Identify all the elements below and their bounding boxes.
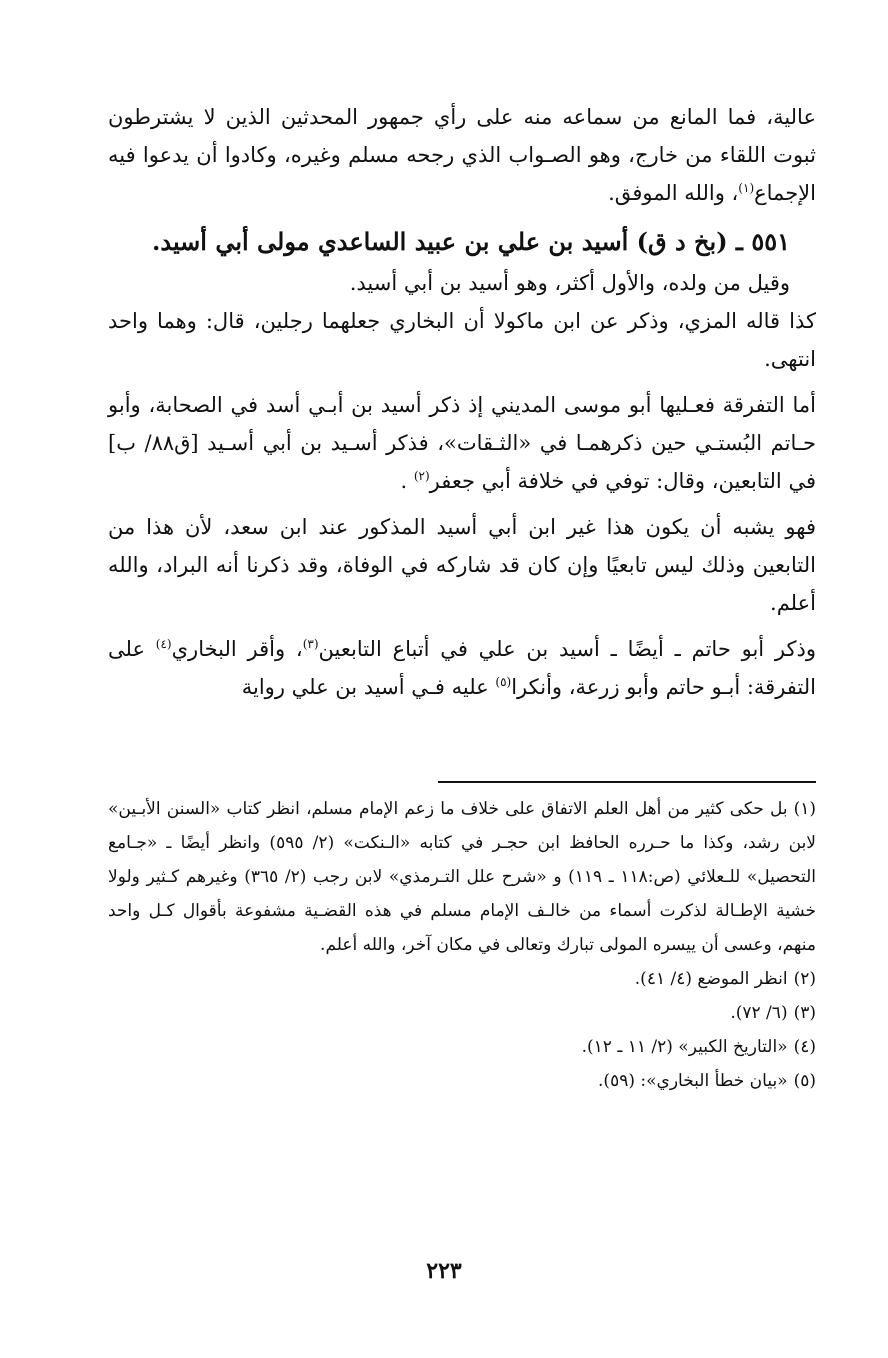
- paragraph-6: وذكر أبو حاتم ـ أيضًا ـ أسيد بن علي في أتباع التابعين$^{(٣)}$، وأقر البخاري$^{(٤)}$ على التفرقة: أبـو حاتم وأبو زرعة، وأنكرا$^{(٥)}$ عليه فـي أسيد بن علي رواية: [108, 637, 816, 699]
- footnote-4: [108, 1030, 816, 1064]
- footnote-ref-2[interactable]: (٢): [413, 469, 430, 483]
- footnote-ref-3[interactable]: (٣): [302, 637, 319, 651]
- footnote-divider: [438, 781, 816, 783]
- footnote-1: [108, 792, 816, 962]
- footnote-ref-4[interactable]: (٤): [155, 637, 172, 651]
- footnote-number: (٢): [793, 969, 816, 989]
- footnote-number: (٥): [793, 1071, 816, 1091]
- footnote-text: بل حكى كثير من أهل العلم الاتفاق على خلاف ما زعم الإمام مسلم، انظر كتاب «السنن الأبـين» لابن رشد، وكذا ما حـرره الحافظ ابن حجـر في كتابه «الـنكت» (٢/ ٥٩٥) وانظر أيضًا ـ «جـامع التحصيل» للـعلائي (ص:١١٨ ـ ١١٩) و «شرح علل التـرمذي» لابن رجب (٢/ ٣٦٥) وغيرهم كـثير ولولا خشية الإطـالة لذكرت أسماء من خالـف الإمام مسلم في هذه القضـية مشفوعة بأقوال كـل واحد منهم، وعسى أن ييسره المولى تبارك وتعالى في مكان آخر، والله أعلم.: [108, 799, 816, 955]
- paragraph-2: وقيل من ولده، والأول أكثر، وهو أسيد بن أبي أسيد.: [349, 271, 790, 295]
- paragraph-5: فهو يشبه أن يكون هذا غير ابن أبي أسيد المذكور عند ابن سعد، لأن هذا من التابعين وذلك ليس تابعيًا وإن كان قد شاركه في الوفاة، وقد ذكرنا أنه البراد، والله أعلم.: [108, 515, 816, 615]
- footnote-text: انظر الموضع (٤/ ٤١).: [634, 969, 788, 989]
- footnote-ref-5[interactable]: (٥): [495, 675, 512, 689]
- footnote-ref-1[interactable]: (١): [738, 181, 755, 195]
- footnote-number: (١): [793, 799, 816, 819]
- footnote-3: [108, 996, 816, 1030]
- paragraph-3: كذا قاله المزي، وذكر عن ابن ماكولا أن البخاري جعلهما رجلين، قال: وهما واحد انتهى.: [108, 309, 816, 371]
- footnote-number: (٣): [793, 1003, 816, 1023]
- footnotes: [108, 792, 816, 1098]
- footnote-5: [108, 1064, 816, 1098]
- footnote-text: «التاريخ الكبير» (٢/ ١١ ـ ١٢).: [581, 1037, 788, 1057]
- main-text: [108, 98, 816, 706]
- footnote-text: «بيان خطأ البخاري»: (٥٩).: [598, 1071, 788, 1091]
- paragraph-4: أما التفرقة فعـليها أبو موسى المديني إذ ذكر أسيد بن أبـي أسد في الصحابة، وأبو حـاتم البُستـي حين ذكرهمـا في «الثـقات»، فذكر أسـيد بن أبي أسـيد [ق٨٨/ ب] في التابعين، وقال: توفي في خلافة أبي جعفر$^{(٢)}$ .: [108, 393, 816, 493]
- page-number: ٢٢٣: [426, 1258, 462, 1284]
- footnote-2: [108, 962, 816, 996]
- footnote-number: (٤): [793, 1037, 816, 1057]
- paragraph-1: عالية، فما المانع من سماعه منه على رأي جمهور المحدثين الذين لا يشترطون ثبوت اللقاء من خارج، وهو الصـواب الذي رجحه مسلم وغيره، وكادوا أن يدعوا فيه الإجماع$^{(١)}$، والله الموفق.: [108, 105, 816, 205]
- footnote-text: (٦/ ٧٢).: [730, 1003, 788, 1023]
- entry-heading: ٥٥١ ـ (بخ د ق) أسيد بن علي بن عبيد الساعدي مولى أبي أسيد.: [151, 227, 790, 256]
